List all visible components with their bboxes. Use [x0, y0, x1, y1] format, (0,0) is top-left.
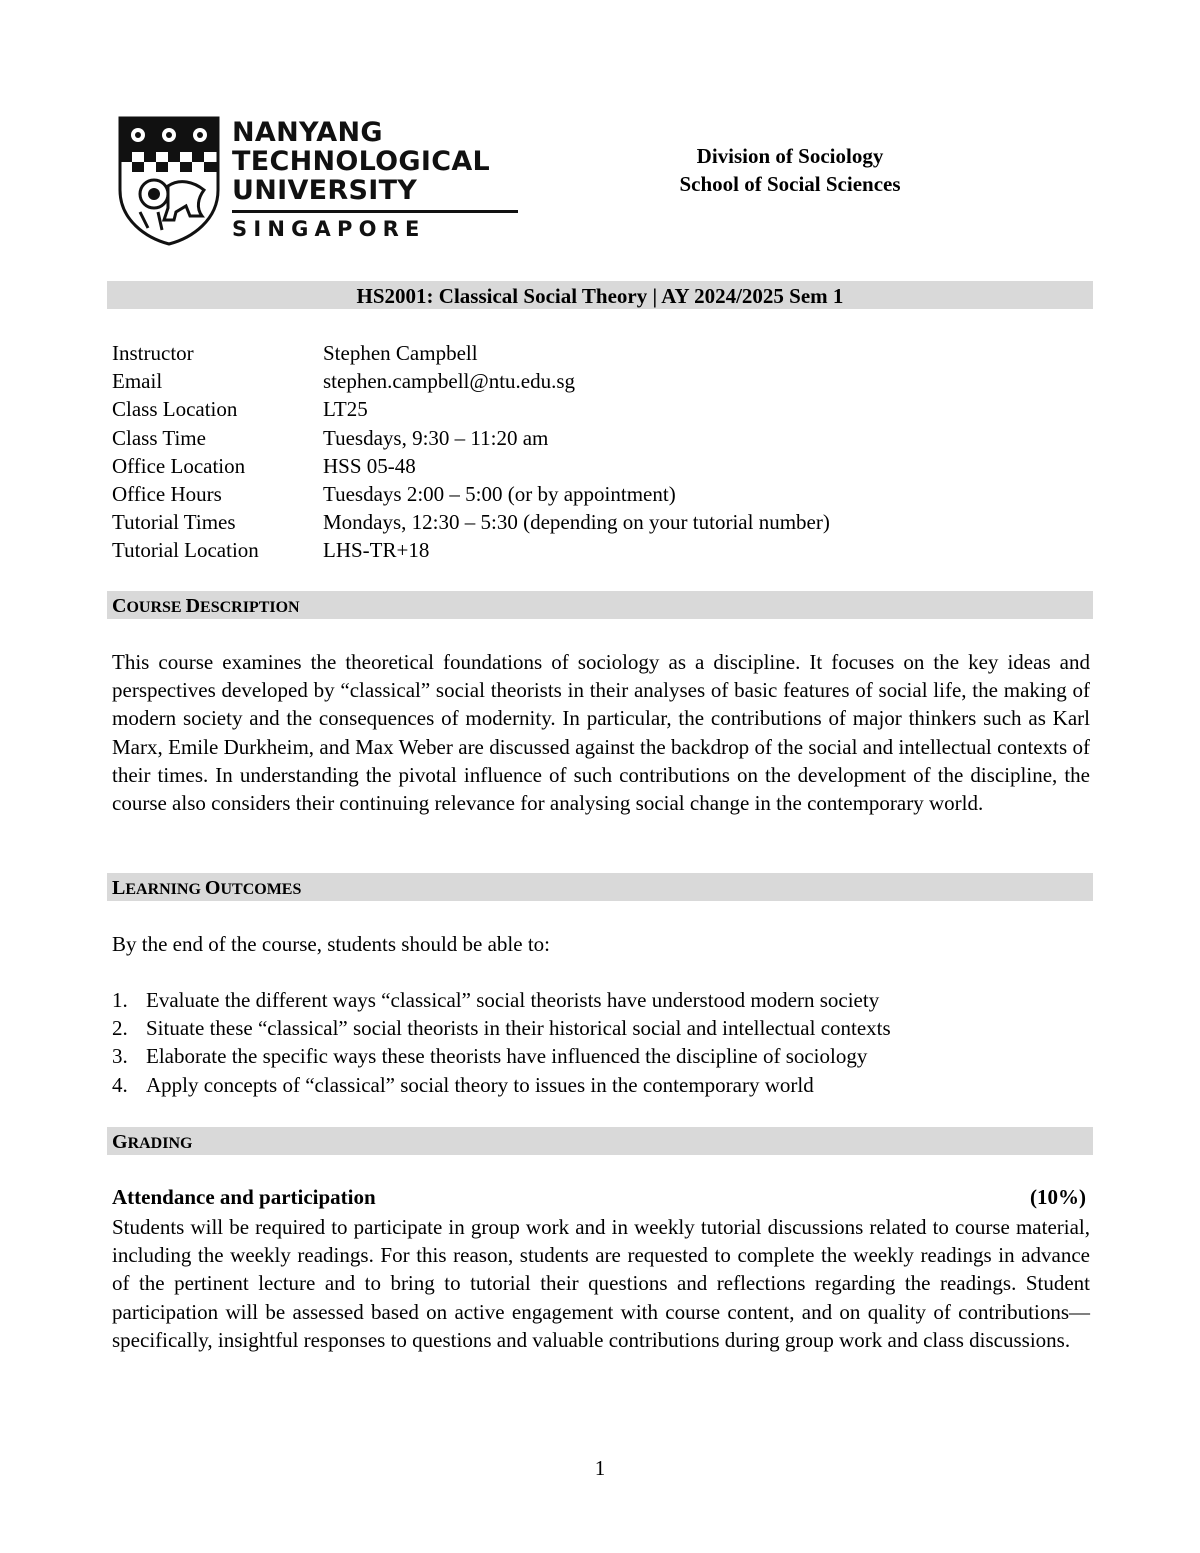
department-header: [640, 142, 940, 198]
ntu-logo: [118, 116, 491, 246]
info-row: [112, 424, 830, 452]
section-bar-learning-outcomes: [107, 873, 1093, 901]
info-row: [112, 339, 830, 367]
info-row: [112, 367, 830, 395]
heading-rest: UTCOMES: [220, 881, 302, 898]
list-number: 2.: [112, 1016, 128, 1041]
outcomes-intro: [112, 930, 1090, 958]
list-number: 4.: [112, 1072, 128, 1097]
course-info-table: [112, 339, 830, 565]
grading-item-weight: (10%): [1030, 1185, 1086, 1209]
university-name: [232, 118, 490, 205]
outcomes-list: [112, 986, 1072, 1099]
course-description-text: [112, 648, 1090, 817]
university-country: SINGAPORE: [232, 217, 426, 241]
list-text: Situate these “classical” social theorists in their historical social and intellectual contexts: [146, 1016, 891, 1041]
outcomes-intro-text: By the end of the course, students should be able to:: [112, 932, 550, 956]
heading-rest: RADING: [127, 1135, 193, 1152]
email-link[interactable]: stephen.campbell@ntu.edu.sg: [323, 369, 576, 394]
university-name-line3: UNIVERSITY: [232, 175, 418, 206]
info-row: [112, 508, 830, 536]
course-title: HS2001: Classical Social Theory | AY 2024/2025 Sem 1: [356, 284, 844, 308]
list-number: 3.: [112, 1044, 128, 1069]
list-item: [112, 1071, 1072, 1099]
section-bar-course-description: [107, 591, 1093, 619]
info-label: Email: [112, 369, 163, 394]
info-label: Tutorial Times: [112, 510, 236, 535]
section-bar-grading: [107, 1127, 1093, 1155]
heading-initial: G: [112, 1131, 128, 1153]
heading-rest: ESCRIPTION: [200, 599, 300, 616]
info-value: LHS-TR+18: [323, 538, 430, 563]
info-value: Stephen Campbell: [323, 341, 478, 365]
page-number: 1: [594, 1456, 606, 1480]
heading-rest: EARNING: [125, 881, 205, 898]
grading-item-title: Attendance and participation: [112, 1185, 376, 1209]
school-name: School of Social Sciences: [679, 172, 901, 196]
info-label: Instructor: [112, 341, 194, 365]
attendance-description: [112, 1213, 1090, 1354]
list-text: Apply concepts of “classical” social theory to issues in the contemporary world: [146, 1072, 814, 1097]
heading-initial: O: [204, 877, 221, 899]
heading-initial: C: [112, 595, 127, 617]
section-heading: [112, 1131, 192, 1154]
info-value: Tuesdays, 9:30 – 11:20 am: [323, 425, 549, 450]
list-item: [112, 986, 1072, 1014]
heading-initial: L: [112, 877, 126, 899]
info-value: HSS 05-48: [323, 453, 416, 478]
info-row: [112, 480, 830, 508]
list-text: Evaluate the different ways “classical” social theorists have understood modern society: [146, 988, 880, 1012]
list-item: [112, 1014, 1072, 1042]
info-row: [112, 536, 830, 564]
info-value: Tuesdays 2:00 – 5:00 (or by appointment): [323, 481, 676, 506]
grading-item-header: [112, 1185, 1086, 1210]
course-title-bar: [107, 281, 1093, 309]
info-label: Tutorial Location: [112, 538, 259, 563]
division-name: Division of Sociology: [696, 144, 884, 168]
university-name-line1: NANYANG: [232, 117, 383, 148]
section-heading: [112, 595, 300, 618]
info-label: Class Location: [112, 397, 238, 422]
attendance-paragraph: Students will be required to participate in group work and in weekly tutorial discussions related to course material, including the weekly readings. For this reason, students are requested to complete the weekly readings in advance of the pertinent lecture and to bring to tutorial their questions and reflections regarding the readings. Student participation will be assessed based on active engagement with course content, and on quality of contributions—specifically, insightful responses to questions and valuable contributions during group work and class discussions.: [112, 1215, 1090, 1352]
list-item: [112, 1042, 1072, 1070]
info-row: [112, 452, 830, 480]
heading-rest: OURSE: [126, 599, 186, 616]
info-row: [112, 395, 830, 423]
info-label: Class Time: [112, 425, 206, 450]
info-label: Office Location: [112, 453, 246, 478]
university-name-line2: TECHNOLOGICAL: [232, 146, 491, 177]
description-paragraph: This course examines the theoretical foundations of sociology as a discipline. It focuses on the key ideas and perspectives developed by “classical” social theorists in their analyses of basic features of social life, the making of modern society and the consequences of modernity. In particular, the contributions of major thinkers such as Karl Marx, Emile Durkheim, and Max Weber are discussed against the backdrop of the social and intellectual contexts of their times. In understanding the pivotal influence of such contributions on the development of the discipline, the course also considers their continuing relevance for analysing social change in the contemporary world.: [112, 650, 1090, 816]
list-number: 1.: [112, 988, 128, 1012]
info-value: Mondays, 12:30 – 5:30 (depending on your tutorial number): [323, 510, 830, 535]
section-heading: [112, 877, 301, 900]
logo-divider: [232, 210, 518, 213]
info-value: LT25: [323, 397, 368, 422]
list-text: Elaborate the specific ways these theorists have influenced the discipline of sociology: [146, 1044, 868, 1069]
ntu-crest-icon: [118, 116, 220, 246]
heading-initial: D: [185, 595, 201, 617]
info-label: Office Hours: [112, 481, 222, 506]
